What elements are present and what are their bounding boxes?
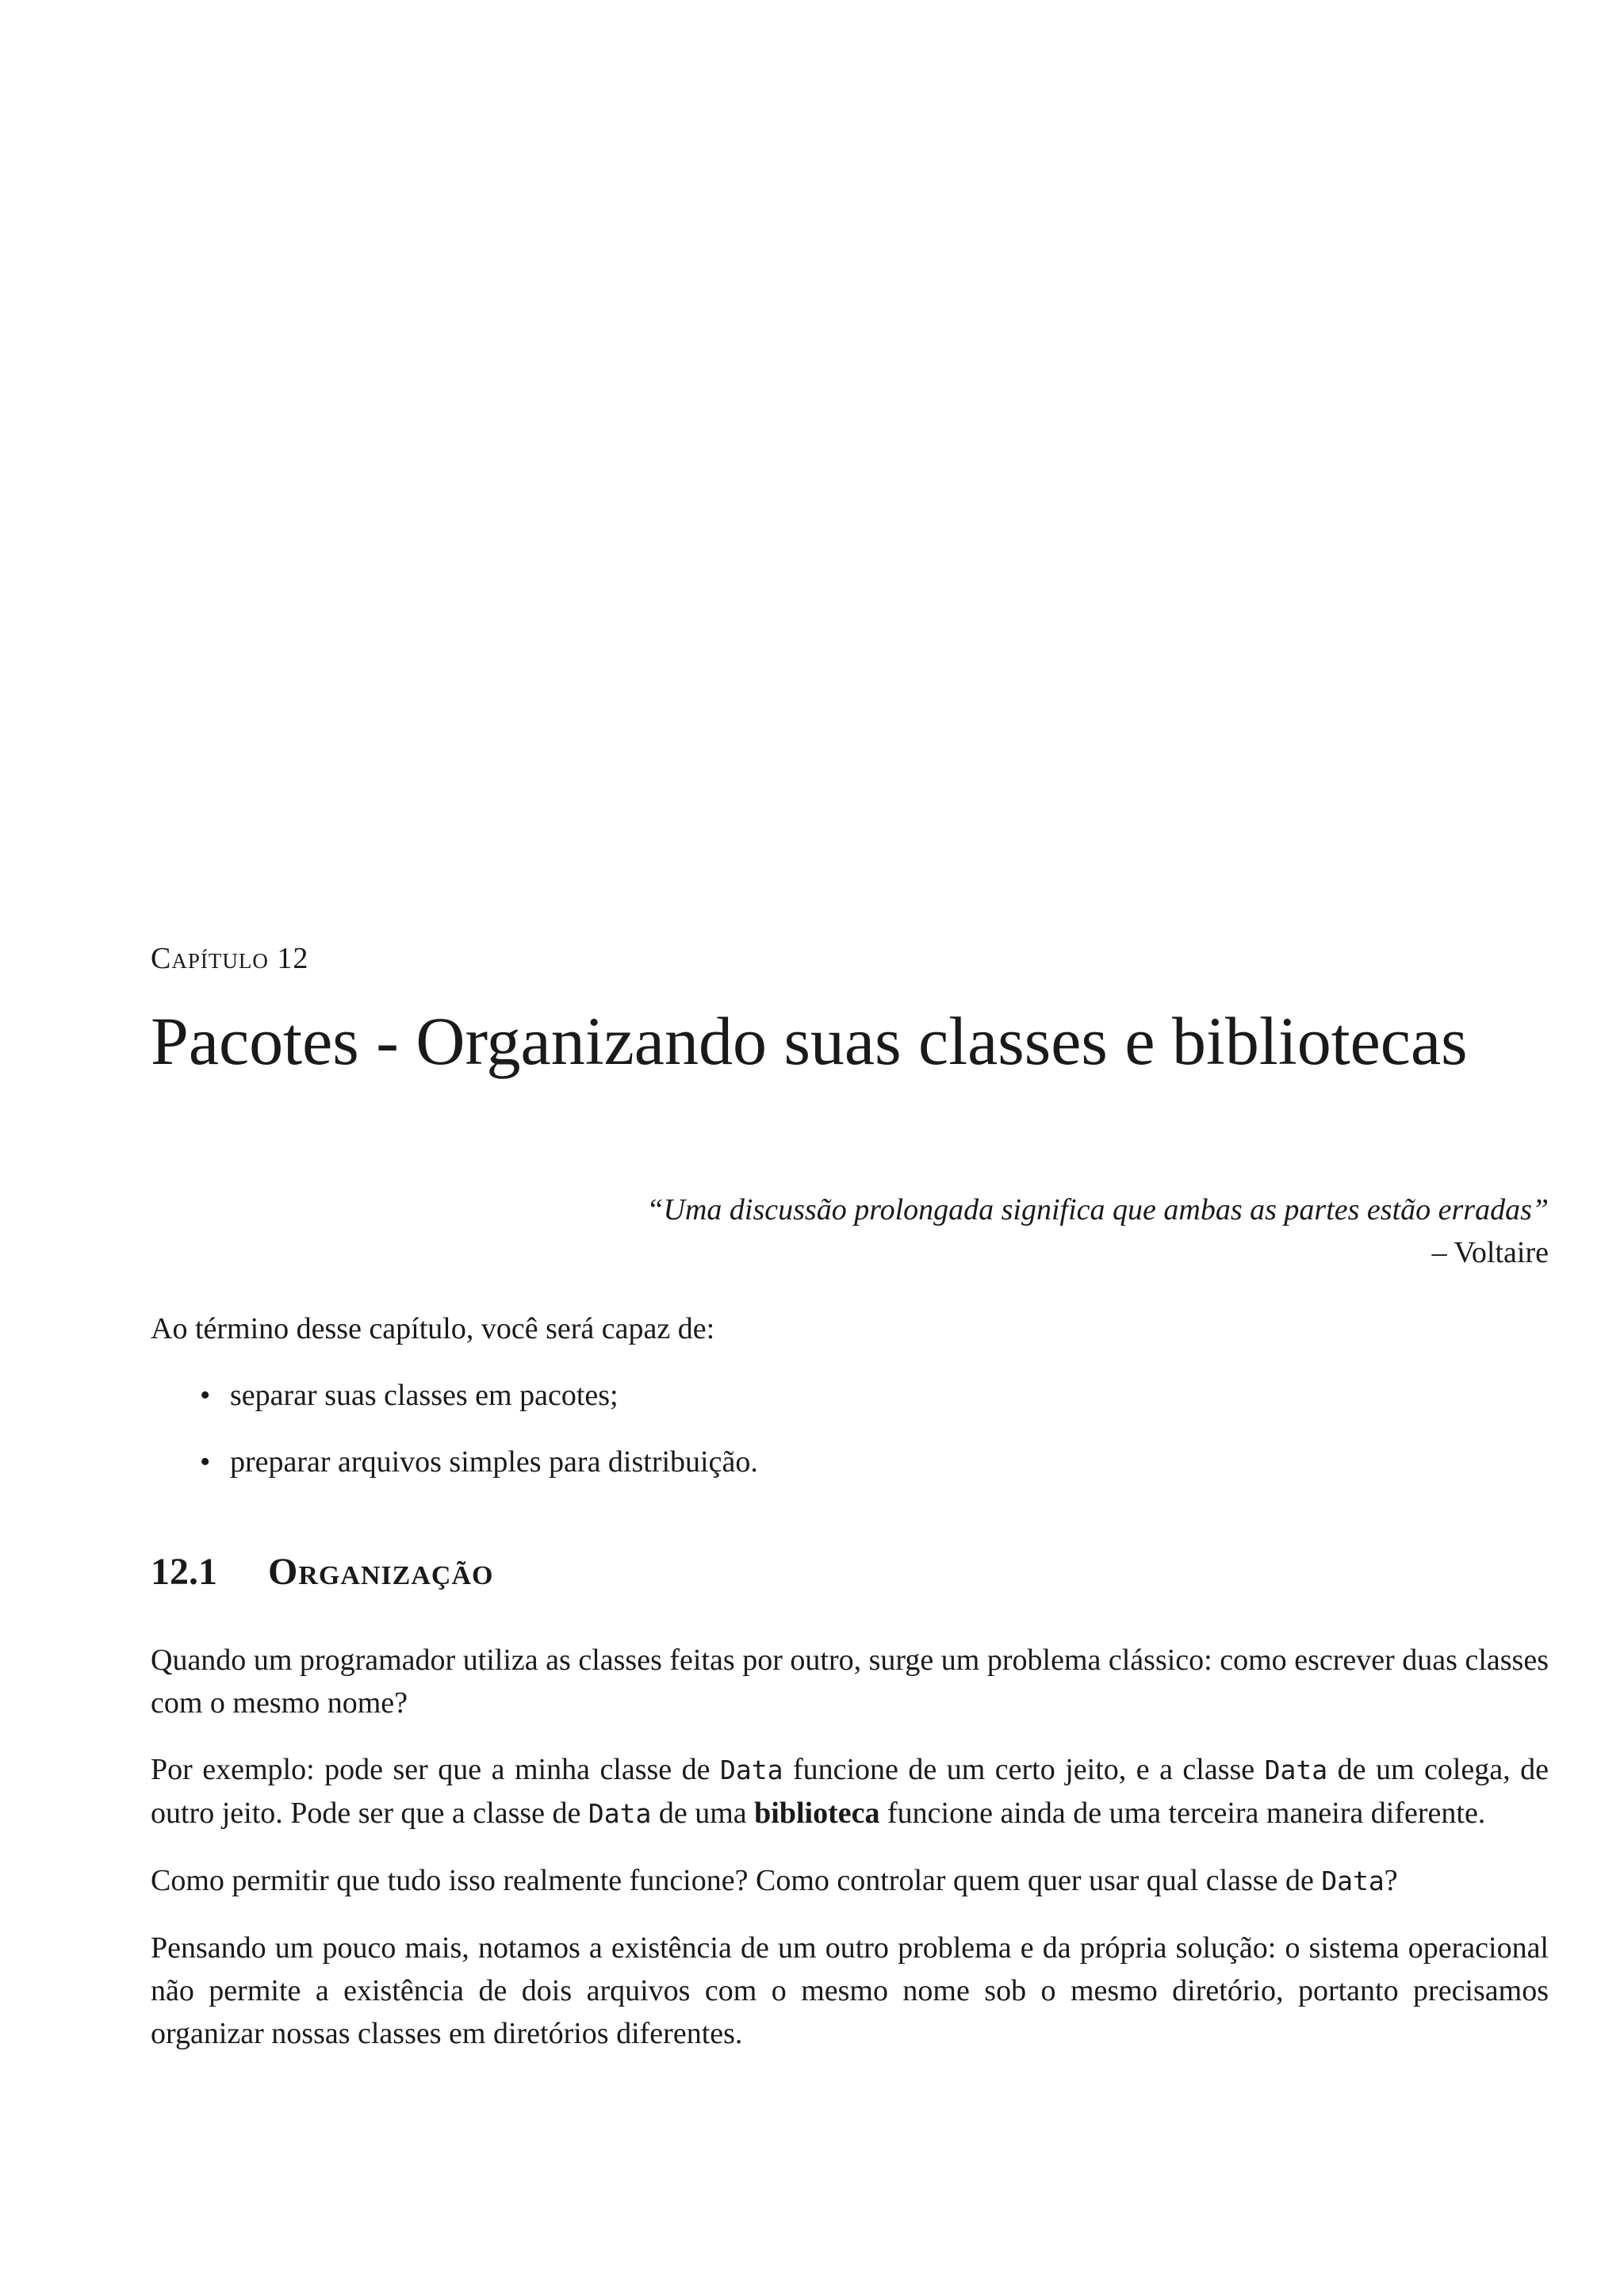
paragraph-2-text-a: Por exemplo: pode ser que a minha classe de <box>151 1752 721 1786</box>
paragraph-2 <box>151 1748 1549 1835</box>
paragraph-3-text-b: ? <box>1384 1863 1398 1897</box>
chapter-objectives-intro: Ao término desse capítulo, você será capaz de: <box>151 1311 715 1345</box>
code-data-2: Data <box>1264 1754 1328 1785</box>
chapter-objectives-list <box>151 1374 1549 1483</box>
list-item <box>151 1374 1549 1417</box>
bold-term-biblioteca: biblioteca <box>754 1796 880 1830</box>
code-data-3: Data <box>588 1797 652 1829</box>
paragraph-2-text-d: de uma <box>651 1796 755 1830</box>
code-data-1: Data <box>720 1754 783 1785</box>
epigraph-author: – Voltaire <box>1431 1235 1549 1269</box>
paragraph-2-text-b: funcione de um certo jeito, e a classe <box>783 1752 1265 1786</box>
section-number: 12.1 <box>151 1550 217 1593</box>
paragraph-4: Pensando um pouco mais, notamos a existência de um outro problema e da própria solução: o sistema operacional não permite a existência de dois arquivos com o mesmo nome sob o mesmo diretório, portanto precisamos organizar nossas classes em diretórios diferentes. <box>151 1931 1549 2050</box>
paragraph-2-text-c: de um colega, de outro jeito. Pode ser que a classe de <box>151 1752 1549 1830</box>
paragraph-2-text-e: funcione ainda de uma terceira maneira diferente. <box>879 1796 1486 1830</box>
list-item-text: preparar arquivos simples para distribuição. <box>230 1445 758 1479</box>
list-item <box>151 1441 1549 1483</box>
paragraph-1: Quando um programador utiliza as classes feitas por outro, surge um problema clássico: como escrever duas classes com o mesmo nome? <box>151 1643 1549 1720</box>
bullet-icon: • <box>200 1378 211 1412</box>
chapter-label: Capítulo 12 <box>151 942 309 975</box>
bullet-icon: • <box>200 1445 211 1479</box>
epigraph <box>151 1188 1549 1274</box>
epigraph-quote: “Uma discussão prolongada significa que ambas as partes estão erradas” <box>646 1192 1549 1226</box>
paragraph-3 <box>151 1859 1549 1903</box>
list-item-text: separar suas classes em pacotes; <box>230 1378 619 1412</box>
document-page <box>151 943 1549 2055</box>
paragraph-3-text-a: Como permitir que tudo isso realmente funcione? Como controlar quem quer usar qual classe de <box>151 1863 1322 1897</box>
section-heading <box>151 1550 1549 1593</box>
section-title: Organização <box>268 1550 494 1593</box>
code-data-4: Data <box>1321 1865 1385 1896</box>
chapter-title: Pacotes - Organizando suas classes e bibliotecas <box>151 1003 1468 1079</box>
